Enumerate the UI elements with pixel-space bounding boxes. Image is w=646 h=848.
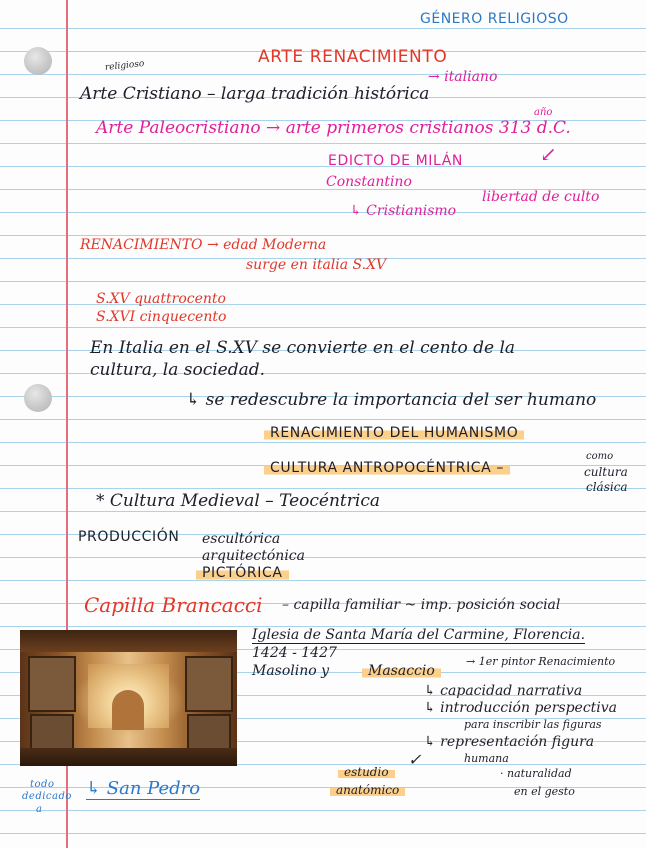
note-religioso: religioso [104, 58, 145, 74]
note-redescubre: ↳ se redescubre la importancia del ser humano [186, 390, 597, 410]
note-anatomico: anatómico [330, 784, 405, 796]
note-libertad: libertad de culto [482, 189, 600, 205]
note-renacimiento: RENACIMIENTO → edad Moderna [80, 237, 327, 253]
note-clasica: clásica [586, 480, 628, 494]
note-iglesia: Iglesia de Santa María del Carmine, Florencia. [252, 627, 586, 643]
note-escultorica: escultórica [202, 531, 281, 547]
note-san-pedro: ↳ San Pedro [86, 778, 201, 799]
note-arquitectonica: arquitectónica [202, 548, 305, 564]
note-renacimiento-humanismo: RENACIMIENTO DEL HUMANISMO [264, 426, 524, 440]
note-cultura: cultura [584, 465, 628, 479]
note-todo: todo [30, 779, 55, 790]
note-masaccio: Masaccio [362, 664, 441, 678]
note-paleocristiano: Arte Paleocristiano → arte primeros cristianos 313 d.C. [96, 118, 571, 138]
note-antropocentrica: CULTURA ANTROPOCÉNTRICA – [264, 461, 510, 475]
note-italia-line1: En Italia en el S.XV se convierte en el cento de la [90, 338, 516, 358]
genre-heading: GÉNERO RELIGIOSO [420, 11, 569, 27]
note-arte-cristiano: Arte Cristiano – larga tradición histórica [80, 84, 430, 104]
capilla-brancacci-photo [20, 630, 237, 766]
note-sxv: S.XV quattrocento [96, 291, 226, 307]
note-representacion-figura: ↳ representación figura [424, 734, 595, 750]
note-naturalidad: · naturalidad [500, 767, 572, 780]
note-italiano: → italiano [428, 69, 498, 85]
note-fechas: 1424 - 1427 [252, 645, 337, 661]
note-capacidad-narrativa: ↳ capacidad narrativa [424, 683, 583, 699]
binder-hole [24, 47, 52, 75]
note-como: como [586, 451, 614, 462]
binder-hole [24, 384, 52, 412]
note-a: a [36, 804, 43, 815]
tick-icon: ✓ [408, 750, 422, 769]
note-anio: año [534, 107, 553, 118]
note-cristianismo: ↳ Cristianismo [350, 203, 457, 219]
note-inscribir-figuras: para inscribir las figuras [464, 718, 602, 731]
note-masolino: Masolino y [252, 663, 330, 679]
note-dedicado: dedicado [22, 791, 72, 802]
note-capilla: Capilla Brancacci [84, 593, 263, 617]
note-humana: humana [464, 752, 509, 765]
note-edicto: EDICTO DE MILÁN [328, 153, 464, 169]
note-primer-pintor: → 1er pintor Renacimiento [466, 655, 616, 668]
note-pictorica: PICTÓRICA [196, 566, 289, 580]
page-title: ARTE RENACIMIENTO [258, 47, 448, 67]
note-constantino: Constantino [326, 174, 412, 190]
note-medieval: * Cultura Medieval – Teocéntrica [96, 491, 380, 511]
note-estudio: estudio [338, 766, 395, 778]
note-surge: surge en italia S.XV [246, 257, 387, 273]
note-sxvi: S.XVI cinquecento [96, 309, 227, 325]
note-italia-line2: cultura, la sociedad. [90, 360, 266, 380]
note-capilla-familiar: – capilla familiar ~ imp. posición social [282, 597, 561, 613]
note-gesto: en el gesto [514, 785, 575, 798]
note-produccion: PRODUCCIÓN [78, 529, 180, 545]
arrow-icon: ↙ [540, 142, 557, 166]
note-introduccion-perspectiva: ↳ introducción perspectiva [424, 700, 618, 716]
